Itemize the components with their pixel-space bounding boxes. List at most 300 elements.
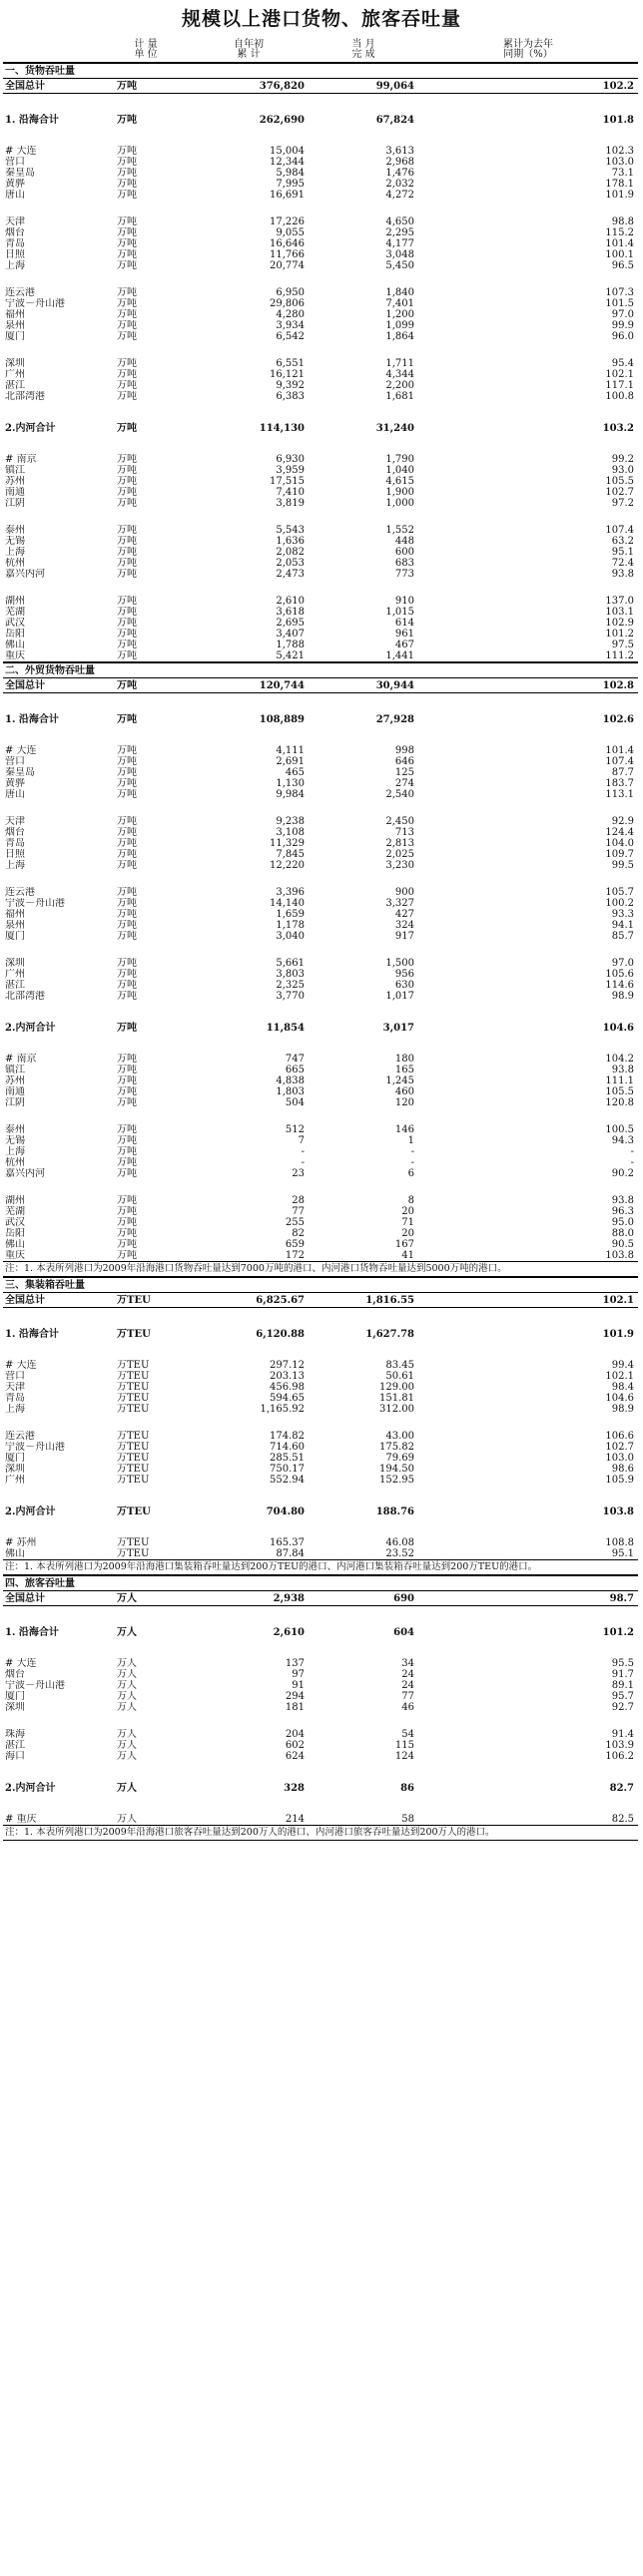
unit-cell: 万TEU — [117, 1475, 150, 1486]
ytd-value: 20,774 — [270, 260, 305, 271]
yoy-value: 105.9 — [605, 1475, 634, 1486]
yoy-value: 93.3 — [611, 909, 634, 920]
subtotal-row — [3, 110, 638, 130]
table-row — [3, 1537, 638, 1548]
spacer-row — [3, 1486, 638, 1502]
unit-cell: 万吨 — [117, 958, 137, 969]
ytd-value: 11,329 — [270, 838, 305, 849]
month-value: 152.95 — [379, 1475, 414, 1486]
port-name: # 南京 — [5, 1054, 37, 1065]
ytd-value: 2,473 — [276, 569, 305, 580]
unit-cell: 万吨 — [117, 1168, 137, 1179]
ytd-value: 16,121 — [270, 369, 305, 380]
table-row — [3, 920, 638, 931]
yoy-value: 88.0 — [611, 1228, 634, 1239]
table-row — [3, 476, 638, 487]
table-row — [3, 238, 638, 249]
month-value: 120 — [394, 1097, 414, 1108]
port-name: 杭州 — [5, 558, 25, 569]
ytd-value: 172 — [285, 1250, 305, 1261]
table-row — [3, 260, 638, 271]
ytd-value: 9,984 — [276, 789, 305, 800]
month-value: 5,450 — [385, 260, 414, 271]
unit-cell: 万TEU — [117, 1505, 151, 1517]
table-row — [3, 1228, 638, 1239]
port-name: # 南京 — [5, 454, 37, 465]
yoy-value: 91.7 — [611, 1669, 634, 1680]
unit-cell: 万吨 — [117, 260, 137, 271]
unit-cell: 万人 — [117, 1658, 137, 1669]
spacer-cell — [3, 402, 638, 418]
unit-cell: 万吨 — [117, 1217, 137, 1228]
unit-cell: 万吨 — [117, 629, 137, 640]
ytd-value: 2,053 — [276, 558, 305, 569]
unit-cell: 万吨 — [117, 1157, 137, 1168]
page-title: 规模以上港口货物、旅客吞吐量 — [181, 8, 461, 30]
subtotal-row — [3, 1502, 638, 1521]
unit-cell: 万吨 — [117, 713, 137, 725]
ytd-value: 3,396 — [276, 887, 305, 898]
port-name: 宁波－舟山港 — [5, 1680, 65, 1691]
port-name: 2.内河合计 — [5, 1505, 56, 1517]
table-row — [3, 1680, 638, 1691]
ytd-value: 165.37 — [270, 1537, 305, 1548]
month-value: 58 — [401, 1814, 414, 1825]
ytd-value: 28 — [292, 1195, 305, 1206]
port-name: 上海 — [5, 547, 25, 558]
table-row — [3, 1751, 638, 1762]
spacer-cell — [3, 1762, 638, 1778]
port-name: 镇江 — [5, 465, 25, 476]
ytd-value: 262,690 — [259, 114, 305, 126]
yoy-value: 100.2 — [605, 898, 634, 909]
ytd-value: 3,108 — [276, 827, 305, 838]
yoy-value: 95.7 — [611, 1691, 634, 1702]
table-row — [3, 1250, 638, 1262]
month-value: 3,613 — [385, 146, 414, 157]
port-name: # 苏州 — [5, 1537, 37, 1548]
yoy-value: 98.7 — [418, 1591, 638, 1606]
table-row — [3, 380, 638, 391]
month-value: 125 — [394, 767, 414, 778]
port-name: 连云港 — [5, 1431, 35, 1442]
month-value: 312.00 — [379, 1404, 414, 1415]
yoy-value: 95.4 — [611, 358, 634, 369]
table-row — [3, 320, 638, 331]
port-name: 岳阳 — [5, 1228, 25, 1239]
ytd-value: 11,766 — [270, 249, 305, 260]
unit-cell: 万吨 — [117, 487, 137, 498]
ytd-value: 376,820 — [189, 79, 309, 94]
port-name: 武汉 — [5, 618, 25, 629]
yoy-value: 102.6 — [602, 713, 634, 725]
port-name: 泉州 — [5, 920, 25, 931]
table-row — [3, 1146, 638, 1157]
port-name: 湛江 — [5, 1740, 25, 1751]
spacer-row — [3, 693, 638, 710]
port-name: 烟台 — [5, 1669, 25, 1680]
port-name: 深圳 — [5, 958, 25, 969]
port-name: 重庆 — [5, 1250, 25, 1261]
spacer-cell — [3, 942, 638, 958]
month-value: 151.81 — [379, 1393, 414, 1404]
port-name: # 大连 — [5, 146, 37, 157]
spacer-cell — [3, 1179, 638, 1195]
unit-cell: 万吨 — [117, 1054, 137, 1065]
table-row — [3, 1740, 638, 1751]
table-row — [3, 789, 638, 800]
unit-cell: 万人 — [117, 1740, 137, 1751]
spacer-cell — [3, 201, 638, 216]
spacer-cell — [3, 1038, 638, 1054]
table-row — [3, 618, 638, 629]
spacer-cell — [3, 1798, 638, 1814]
yoy-value: - — [630, 1146, 634, 1157]
table-row — [3, 179, 638, 190]
table-row — [3, 909, 638, 920]
port-name: 江阴 — [5, 1097, 25, 1108]
table-row — [3, 146, 638, 157]
yoy-value: 103.9 — [605, 1740, 634, 1751]
ytd-value: 5,984 — [276, 168, 305, 179]
table-row — [3, 1431, 638, 1442]
ytd-value: 3,407 — [276, 629, 305, 640]
ytd-value: 6,930 — [276, 454, 305, 465]
port-name: 天津 — [5, 816, 25, 827]
table-body — [3, 63, 638, 1841]
section-header — [3, 63, 638, 79]
month-value: 71 — [401, 1217, 414, 1228]
month-value: 3,048 — [385, 249, 414, 260]
ytd-value: - — [301, 1146, 305, 1157]
ytd-value: 29,806 — [270, 298, 305, 309]
ytd-value: 2,610 — [276, 596, 305, 607]
unit-cell: 万吨 — [117, 298, 137, 309]
yoy-value: 104.6 — [605, 1393, 634, 1404]
ytd-value: 5,543 — [276, 525, 305, 536]
unit-cell: 万吨 — [117, 1195, 137, 1206]
spacer-cell — [3, 1606, 638, 1623]
month-value: 773 — [394, 569, 414, 580]
port-name: 日照 — [5, 249, 25, 260]
month-value: 167 — [394, 1239, 414, 1250]
ytd-value: 6,383 — [276, 391, 305, 402]
subtotal-row — [3, 1018, 638, 1038]
unit-cell: 万吨 — [117, 454, 137, 465]
port-name: 福州 — [5, 909, 25, 920]
port-name: 厦门 — [5, 1691, 25, 1702]
section-header — [3, 1277, 638, 1293]
yoy-value: 92.7 — [611, 1702, 634, 1713]
yoy-value: 99.2 — [611, 454, 634, 465]
month-value: 614 — [394, 618, 414, 629]
month-value: 2,200 — [385, 380, 414, 391]
port-name: 全国总计 — [3, 79, 103, 94]
yoy-value: 105.5 — [605, 1086, 634, 1097]
yoy-value: 103.8 — [602, 1505, 634, 1517]
ytd-value: 1,659 — [276, 909, 305, 920]
table-row — [3, 1206, 638, 1217]
table-row — [3, 536, 638, 547]
spacer-row — [3, 1415, 638, 1431]
section-header — [3, 1575, 638, 1591]
month-value: 1,816.55 — [309, 1293, 418, 1308]
yoy-value: 63.2 — [611, 536, 634, 547]
unit-cell: 万吨 — [117, 1228, 137, 1239]
ytd-value: 120,744 — [189, 678, 309, 693]
section-title: 四、旅客吞吐量 — [3, 1575, 638, 1591]
ytd-value: 108,889 — [259, 713, 305, 725]
subtotal-row — [3, 1324, 638, 1344]
port-name: 厦门 — [5, 1453, 25, 1464]
unit-cell: 万吨 — [117, 1065, 137, 1075]
yoy-value: 99.9 — [611, 320, 634, 331]
port-name: 湛江 — [5, 380, 25, 391]
unit-cell: 万吨 — [117, 498, 137, 509]
ytd-value: 2,325 — [276, 980, 305, 991]
yoy-value: 98.6 — [611, 1464, 634, 1475]
ytd-value: 1,130 — [276, 778, 305, 789]
port-name: 天津 — [5, 216, 25, 227]
footnote-row — [3, 1560, 638, 1576]
port-name: 嘉兴内河 — [5, 1168, 45, 1179]
month-value: 961 — [394, 629, 414, 640]
table-row — [3, 465, 638, 476]
yoy-value: 101.8 — [602, 114, 634, 126]
port-name: 黄骅 — [5, 179, 25, 190]
header-ytd — [189, 38, 309, 63]
month-value: 2,295 — [385, 227, 414, 238]
spacer-cell — [3, 729, 638, 745]
yoy-value: 102.2 — [418, 79, 638, 94]
port-name: 芜湖 — [5, 607, 25, 618]
table-row — [3, 1097, 638, 1108]
month-value: 4,615 — [385, 476, 414, 487]
yoy-value: 95.0 — [611, 1217, 634, 1228]
table-row — [3, 1065, 638, 1075]
yoy-value: 115.2 — [605, 227, 634, 238]
table-row — [3, 298, 638, 309]
ytd-value: 7,410 — [276, 487, 305, 498]
yoy-value: 85.7 — [611, 931, 634, 942]
table-row — [3, 547, 638, 558]
table-row — [3, 1729, 638, 1740]
month-value: 4,272 — [385, 190, 414, 201]
ytd-value: 16,691 — [270, 190, 305, 201]
port-name: 青岛 — [5, 238, 25, 249]
table-row — [3, 816, 638, 827]
port-name: 泉州 — [5, 320, 25, 331]
unit-cell: 万吨 — [117, 838, 137, 849]
ytd-value: 15,004 — [270, 146, 305, 157]
month-value: 1,017 — [385, 991, 414, 1002]
month-value: 2,813 — [385, 838, 414, 849]
unit-cell: 万吨 — [117, 1146, 137, 1157]
ytd-value: 328 — [284, 1782, 305, 1794]
port-name: 珠海 — [5, 1729, 25, 1740]
ytd-value: 114,130 — [259, 422, 305, 434]
unit-cell: 万吨 — [117, 816, 137, 827]
unit-cell: 万吨 — [117, 778, 137, 789]
port-name: 宁波－舟山港 — [5, 1442, 65, 1453]
total-row — [3, 678, 638, 693]
ytd-value: 704.80 — [266, 1505, 305, 1517]
yoy-value: 104.0 — [605, 838, 634, 849]
ytd-value: 602 — [285, 1740, 305, 1751]
yoy-value: 102.1 — [605, 1371, 634, 1382]
spacer-row — [3, 271, 638, 287]
subtotal-row — [3, 1778, 638, 1798]
spacer-row — [3, 800, 638, 816]
unit-cell: 万吨 — [117, 114, 137, 126]
unit-cell: 万吨 — [117, 827, 137, 838]
unit-cell: 万TEU — [117, 1537, 150, 1548]
yoy-value: 101.2 — [602, 1626, 634, 1638]
spacer-cell — [3, 1521, 638, 1537]
table-row — [3, 931, 638, 942]
port-name: 武汉 — [5, 1217, 25, 1228]
ytd-value: 204 — [285, 1729, 305, 1740]
month-value: 30,944 — [309, 678, 418, 693]
header-yoy-line1: 累计为去年 — [503, 39, 553, 50]
ytd-value: 624 — [285, 1751, 305, 1762]
yoy-value: 82.5 — [611, 1814, 634, 1825]
ytd-value: 4,280 — [276, 309, 305, 320]
yoy-value: 104.2 — [605, 1054, 634, 1065]
port-name: 芜湖 — [5, 1206, 25, 1217]
ytd-value: 3,959 — [276, 465, 305, 476]
table-row — [3, 1124, 638, 1135]
unit-cell: 万吨 — [117, 969, 137, 980]
table-row — [3, 1086, 638, 1097]
unit-cell: 万吨 — [117, 249, 137, 260]
ytd-value: 2,610 — [273, 1626, 305, 1638]
unit-cell: 万吨 — [117, 358, 137, 369]
port-name: 海口 — [5, 1751, 25, 1762]
month-value: 46.08 — [385, 1537, 414, 1548]
yoy-value: 101.2 — [605, 629, 634, 640]
spacer-cell — [3, 1486, 638, 1502]
spacer-row — [3, 509, 638, 525]
ytd-value: 9,238 — [276, 816, 305, 827]
month-value: 77 — [401, 1691, 414, 1702]
ytd-value: 6,120.88 — [256, 1328, 305, 1340]
unit-cell: 万吨 — [117, 287, 137, 298]
yoy-value: 104.6 — [602, 1022, 634, 1034]
ytd-value: 23 — [292, 1168, 305, 1179]
ytd-value: 6,825.67 — [189, 1293, 309, 1308]
unit-cell: 万人 — [117, 1680, 137, 1691]
yoy-value: 98.9 — [611, 1404, 634, 1415]
table-row — [3, 569, 638, 580]
port-name: 1. 沿海合计 — [5, 1328, 59, 1340]
table-row — [3, 1453, 638, 1464]
yoy-value: 106.6 — [605, 1431, 634, 1442]
spacer-row — [3, 580, 638, 596]
month-value: 630 — [394, 980, 414, 991]
port-name: # 大连 — [5, 1658, 37, 1669]
table-row — [3, 1548, 638, 1560]
ytd-value: 3,040 — [276, 931, 305, 942]
month-value: 27,928 — [375, 713, 414, 725]
header-month — [309, 38, 418, 63]
month-value: 1,015 — [385, 607, 414, 618]
month-value: 467 — [394, 640, 414, 650]
month-value: 713 — [394, 827, 414, 838]
month-value: 683 — [394, 558, 414, 569]
unit-cell: 万吨 — [117, 618, 137, 629]
yoy-value: 108.8 — [605, 1537, 634, 1548]
ytd-value: - — [301, 1157, 305, 1168]
header-ytd-line2: 累 计 — [237, 49, 261, 60]
yoy-value: 97.0 — [611, 958, 634, 969]
month-value: 115 — [394, 1740, 414, 1751]
unit-cell: 万吨 — [117, 547, 137, 558]
unit-cell: 万吨 — [117, 596, 137, 607]
spacer-row — [3, 1308, 638, 1325]
unit-cell: 万吨 — [117, 607, 137, 618]
month-value: 1,552 — [385, 525, 414, 536]
ytd-value: 3,819 — [276, 498, 305, 509]
unit-cell: 万吨 — [117, 157, 137, 168]
total-row — [3, 79, 638, 94]
yoy-value: 97.5 — [611, 640, 634, 650]
port-name: 广州 — [5, 969, 25, 980]
unit-cell: 万吨 — [117, 380, 137, 391]
port-name: 上海 — [5, 260, 25, 271]
yoy-value: 100.1 — [605, 249, 634, 260]
unit-cell: 万吨 — [117, 331, 137, 342]
spacer-row — [3, 1713, 638, 1729]
unit-cell: 万人 — [117, 1729, 137, 1740]
table-row — [3, 1658, 638, 1669]
yoy-value: 102.7 — [605, 1442, 634, 1453]
ytd-value: 77 — [292, 1206, 305, 1217]
month-value: 46 — [401, 1702, 414, 1713]
port-name: 泰州 — [5, 525, 25, 536]
port-name: 全国总计 — [3, 1591, 103, 1606]
ytd-value: 9,392 — [276, 380, 305, 391]
header-month-line1: 当 月 — [351, 39, 375, 50]
port-name: 泰州 — [5, 1124, 25, 1135]
port-name: 烟台 — [5, 827, 25, 838]
month-value: 900 — [394, 887, 414, 898]
month-value: 24 — [401, 1669, 414, 1680]
month-value: 1,627.78 — [365, 1328, 414, 1340]
month-value: 146 — [394, 1124, 414, 1135]
subtotal-row — [3, 709, 638, 729]
ytd-value: 16,646 — [270, 238, 305, 249]
month-value: 43.00 — [385, 1431, 414, 1442]
table-row — [3, 227, 638, 238]
unit-cell: 万TEU — [117, 1442, 150, 1453]
unit-cell: 万吨 — [117, 227, 137, 238]
yoy-value: 90.2 — [611, 1168, 634, 1179]
month-value: 600 — [394, 547, 414, 558]
yoy-value: 183.7 — [605, 778, 634, 789]
yoy-value: 98.9 — [611, 991, 634, 1002]
unit-cell: 万TEU — [117, 1464, 150, 1475]
spacer-cell — [3, 94, 638, 111]
yoy-value: 114.6 — [605, 980, 634, 991]
yoy-value: 97.2 — [611, 498, 634, 509]
month-value: 917 — [394, 931, 414, 942]
month-value: 1,000 — [385, 498, 414, 509]
spacer-row — [3, 1798, 638, 1814]
unit-cell: 万吨 — [117, 369, 137, 380]
month-value: 175.82 — [379, 1442, 414, 1453]
yoy-value: 93.8 — [611, 1195, 634, 1206]
